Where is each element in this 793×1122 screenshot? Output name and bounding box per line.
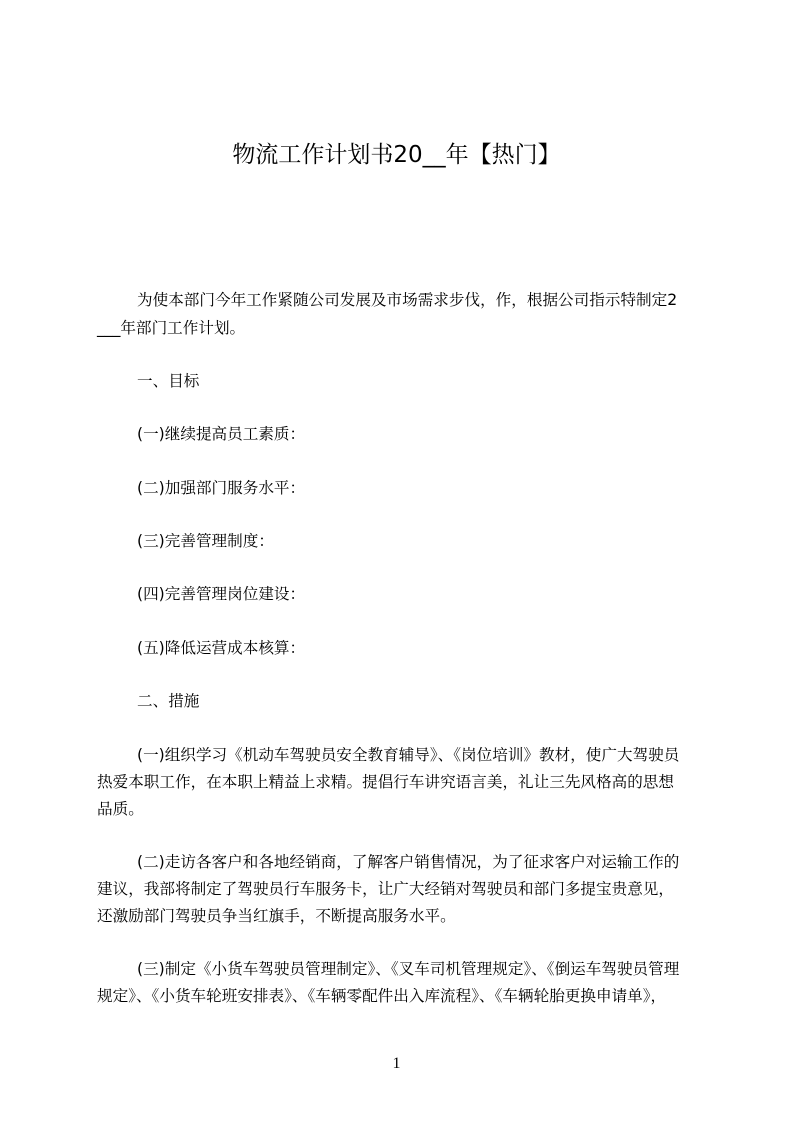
goal-item: (三)完善管理制度： — [137, 532, 274, 550]
measure-line: 建议，我部将制定了驾驶员行车服务卡，让广大经销对驾驶员和部门多提宝贵意见， — [97, 880, 674, 898]
goal-item: (四)完善管理岗位建设： — [137, 585, 306, 603]
measure-line: 品质。 — [97, 800, 144, 818]
intro-line: 为使本部门今年工作紧随公司发展及市场需求步伐，作，根据公司指示特制定2 — [137, 291, 678, 309]
measure-line: (一)组织学习《机动车驾驶员安全教育辅导》、《岗位培训》教材，使广大驾驶员 — [137, 746, 680, 764]
section-heading: 一、目标 — [137, 372, 200, 390]
page-number: 1 — [392, 1055, 401, 1072]
measure-line: (二)走访各客户和各地经销商，了解客户销售情况，为了征求客户对运输工作的 — [137, 853, 680, 871]
measure-line: 规定》、《小货车轮班安排表》、《车辆零配件出入库流程》、《车辆轮胎更换申请单》， — [97, 987, 667, 1005]
intro-line: ___年部门工作计划。 — [97, 319, 246, 337]
goal-item: (一)继续提高员工素质： — [137, 425, 306, 443]
measure-line: 还激励部门驾驶员争当红旗手，不断提高服务水平。 — [97, 907, 456, 925]
document-title: 物流工作计划书20__年【热门】 — [232, 142, 561, 168]
measure-line: 热爱本职工作，在本职上精益上求精。提倡行车讲究语言美，礼让三先风格高的思想 — [97, 773, 674, 791]
goal-item: (二)加强部门服务水平： — [137, 479, 306, 497]
section-heading: 二、措施 — [137, 692, 200, 710]
measure-line: (三)制定《小货车驾驶员管理制定》、《叉车司机管理规定》、《倒运车驾驶员管理 — [137, 960, 680, 978]
goal-item: (五)降低运营成本核算： — [137, 639, 306, 657]
